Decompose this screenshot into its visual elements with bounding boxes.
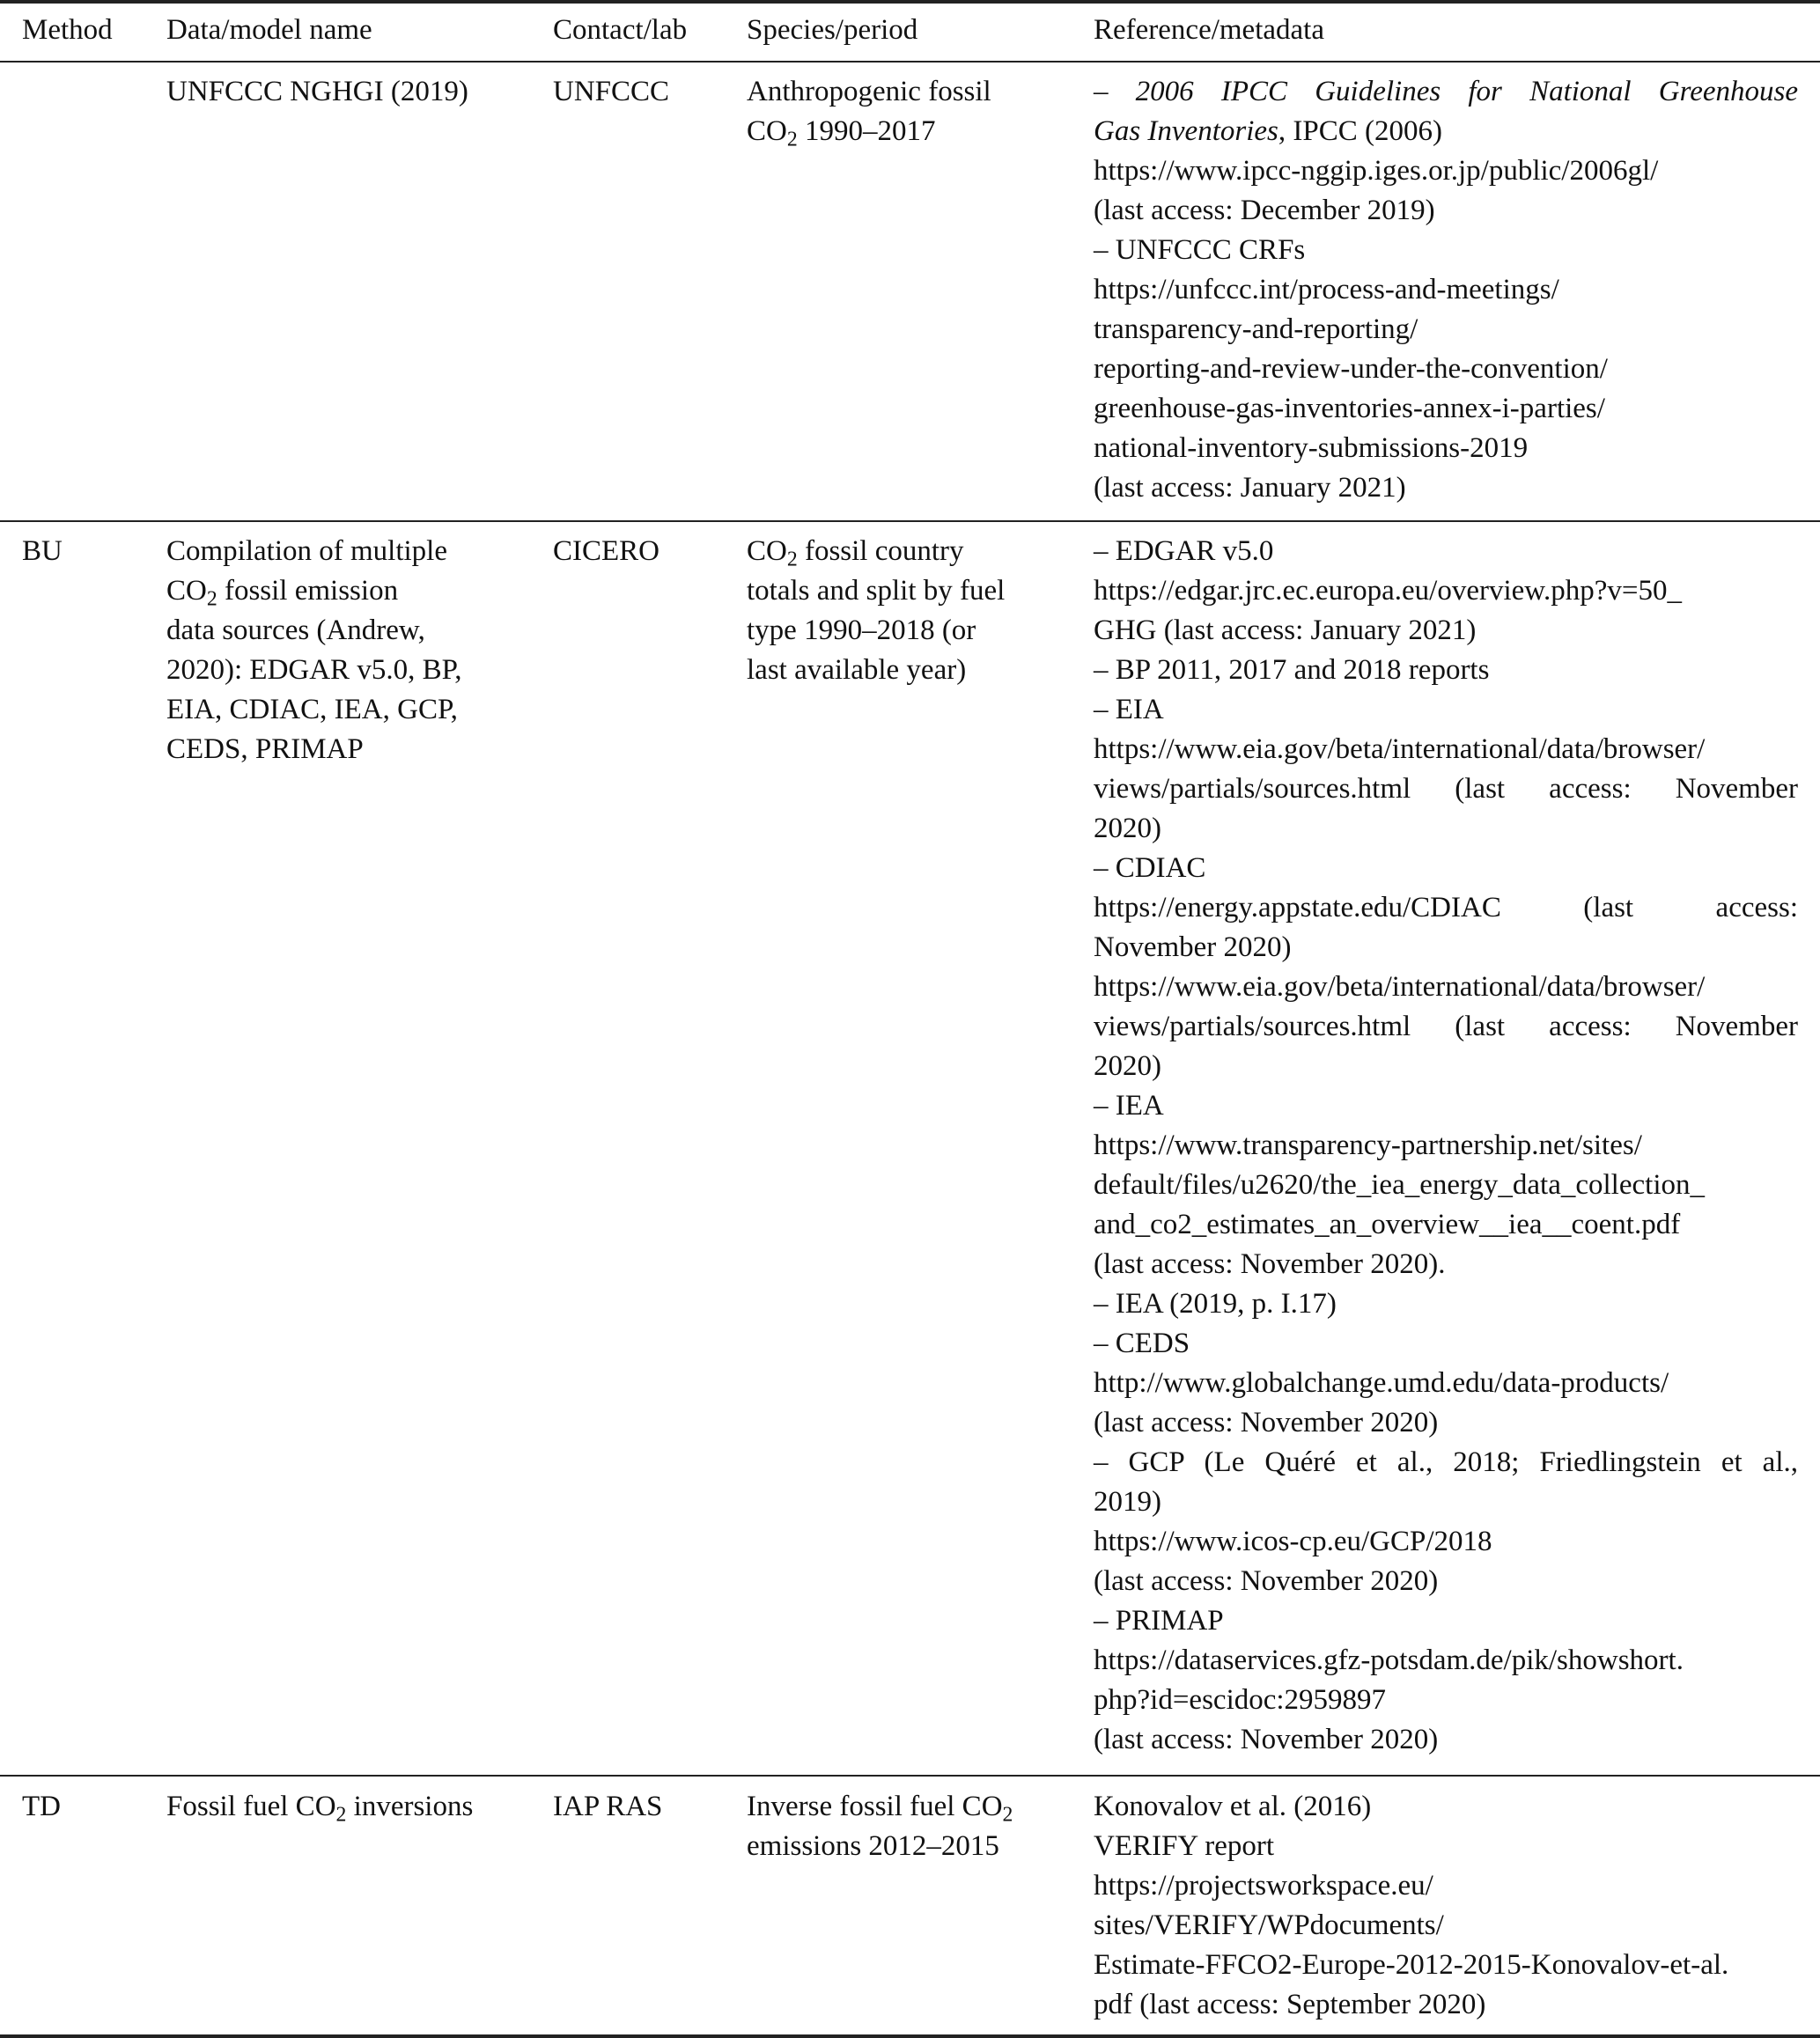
- reference-link[interactable]: sites/VERIFY/WPdocuments/: [1094, 1909, 1444, 1941]
- reference-link[interactable]: reporting-and-review-under-the-convention/: [1094, 353, 1608, 385]
- reference-link[interactable]: and_co2_estimates_an_overview__iea__coent.pdf: [1094, 1209, 1681, 1240]
- reference-line: (last access: November 2020): [1094, 1407, 1439, 1438]
- reference-link[interactable]: Estimate-FFCO2-Europe-2012-2015-Konovalov-et-al.: [1094, 1949, 1729, 1981]
- reference-link[interactable]: https://unfccc.int/process-and-meetings/: [1094, 274, 1559, 305]
- cell-text-line: totals and split by fuel: [747, 575, 1006, 607]
- reference-title-line: – 2006 IPCC Guidelines for National Greenhouse: [1094, 76, 1798, 107]
- reference-link[interactable]: https://www.eia.gov/beta/international/data/browser/: [1094, 733, 1706, 765]
- reference-line: November 2020): [1094, 931, 1292, 963]
- header-data-model-name: Data/model name: [166, 14, 372, 46]
- cell-text-line: UNFCCC NGHGI (2019): [166, 76, 468, 107]
- reference-line: – CEDS: [1094, 1328, 1190, 1359]
- reference-link[interactable]: GHG (last access: January 2021): [1094, 614, 1477, 646]
- subscript: 2: [206, 587, 217, 611]
- subscript: 2: [1002, 1803, 1013, 1827]
- reference-line: 2020): [1094, 813, 1161, 844]
- cell-text-line: [166, 571, 536, 611]
- reference-line: (last access: November 2020): [1094, 1724, 1439, 1755]
- cell-data-model-name: [166, 72, 536, 112]
- reference-link[interactable]: default/files/u2620/the_iea_energy_data_collection_: [1094, 1169, 1705, 1201]
- text-fragment: CO: [747, 115, 787, 147]
- reference-line: Konovalov et al. (2016): [1094, 1791, 1372, 1822]
- cell-data-model-name: [166, 532, 536, 769]
- text-fragment: inversions: [346, 1791, 474, 1822]
- table-header-rule: [0, 61, 1820, 63]
- reference-link[interactable]: php?id=escidoc:2959897: [1094, 1684, 1387, 1716]
- cell-contact-lab: IAP RAS: [553, 1791, 663, 1822]
- reference-line: (last access: January 2021): [1094, 472, 1406, 504]
- cell-text-line: 2020): EDGAR v5.0, BP,: [166, 654, 462, 686]
- reference-line: (last access: November 2020): [1094, 1565, 1439, 1597]
- reference-line: VERIFY report: [1094, 1830, 1274, 1862]
- subscript: 2: [786, 548, 798, 571]
- cell-text-line: [747, 1787, 1064, 1827]
- reference-link[interactable]: http://www.globalchange.umd.edu/data-products/: [1094, 1367, 1669, 1399]
- cell-species-period: [747, 72, 1064, 151]
- text-fragment: Gas Inventories: [1094, 115, 1278, 147]
- reference-link[interactable]: https://www.icos-cp.eu/GCP/2018: [1094, 1526, 1492, 1557]
- reference-link[interactable]: https://edgar.jrc.ec.europa.eu/overview.php?v=50_: [1094, 575, 1682, 607]
- header-species-period: Species/period: [747, 14, 918, 46]
- cell-text-line: data sources (Andrew,: [166, 614, 425, 646]
- cell-text-line: Anthropogenic fossil: [747, 76, 991, 107]
- cell-text-line: EIA, CDIAC, IEA, GCP,: [166, 694, 458, 725]
- text-fragment: CO: [166, 575, 207, 607]
- table-top-rule: [0, 0, 1820, 4]
- reference-line: – BP 2011, 2017 and 2018 reports: [1094, 654, 1490, 686]
- reference-link[interactable]: views/partials/sources.html (last access: November: [1094, 773, 1798, 805]
- subscript: 2: [335, 1803, 347, 1827]
- reference-line: – PRIMAP: [1094, 1605, 1224, 1637]
- header-contact-lab: Contact/lab: [553, 14, 688, 46]
- reference-line: – IEA: [1094, 1090, 1164, 1122]
- text-fragment: CO: [747, 535, 787, 567]
- cell-text-line: [747, 112, 1064, 151]
- reference-line: – EIA: [1094, 694, 1164, 725]
- reference-link[interactable]: transparency-and-reporting/: [1094, 313, 1418, 345]
- reference-link[interactable]: https://projectsworkspace.eu/: [1094, 1870, 1433, 1902]
- reference-title-line: [1094, 112, 1798, 151]
- header-reference-metadata: Reference/metadata: [1094, 14, 1324, 46]
- cell-reference-metadata: [1094, 532, 1798, 1760]
- text-fragment: Inverse fossil fuel CO: [747, 1791, 1003, 1822]
- reference-link[interactable]: greenhouse-gas-inventories-annex-i-parties/: [1094, 393, 1605, 424]
- cell-contact-lab: UNFCCC: [553, 76, 670, 107]
- reference-line: (last access: December 2019): [1094, 195, 1435, 226]
- text-fragment: 1990–2017: [797, 115, 936, 147]
- cell-text-line: emissions 2012–2015: [747, 1830, 999, 1862]
- cell-species-period: [747, 532, 1064, 690]
- cell-reference-metadata: [1094, 72, 1798, 508]
- cell-method: TD: [22, 1791, 61, 1822]
- reference-link[interactable]: national-inventory-submissions-2019: [1094, 432, 1529, 464]
- reference-link[interactable]: https://energy.appstate.edu/CDIAC (last access:: [1094, 892, 1798, 923]
- reference-line: 2019): [1094, 1486, 1161, 1518]
- reference-line: – UNFCCC CRFs: [1094, 234, 1306, 266]
- row-divider: [0, 1775, 1820, 1777]
- reference-line: – EDGAR v5.0: [1094, 535, 1274, 567]
- table-bottom-rule: [0, 2034, 1820, 2038]
- text-fragment: , IPCC (2006): [1278, 115, 1442, 147]
- reference-link[interactable]: https://www.ipcc-nggip.iges.or.jp/public/2006gl/: [1094, 155, 1659, 187]
- cell-species-period: [747, 1787, 1064, 1866]
- cell-method: BU: [22, 535, 63, 567]
- cell-text-line: last available year): [747, 654, 967, 686]
- reference-link[interactable]: views/partials/sources.html (last access: November: [1094, 1011, 1798, 1042]
- reference-link[interactable]: pdf (last access: September 2020): [1094, 1989, 1486, 2020]
- reference-link[interactable]: https://www.transparency-partnership.net/sites/: [1094, 1129, 1642, 1161]
- cell-text-line: [166, 1787, 536, 1827]
- subscript: 2: [786, 128, 798, 151]
- cell-text-line: CEDS, PRIMAP: [166, 733, 364, 765]
- reference-line: – IEA (2019, p. I.17): [1094, 1288, 1337, 1320]
- cell-text-line: [747, 532, 1064, 571]
- header-method: Method: [22, 14, 113, 46]
- reference-line: – CDIAC: [1094, 852, 1206, 884]
- cell-text-line: Compilation of multiple: [166, 535, 447, 567]
- reference-link[interactable]: https://www.eia.gov/beta/international/data/browser/: [1094, 971, 1706, 1003]
- cell-reference-metadata: [1094, 1787, 1798, 2025]
- row-divider: [0, 520, 1820, 522]
- reference-link[interactable]: https://dataservices.gfz-potsdam.de/pik/showshort.: [1094, 1644, 1684, 1676]
- cell-contact-lab: CICERO: [553, 535, 660, 567]
- cell-data-model-name: [166, 1787, 536, 1827]
- reference-line: – GCP (Le Quéré et al., 2018; Friedlingstein et al.,: [1094, 1446, 1798, 1478]
- reference-line: 2020): [1094, 1050, 1161, 1082]
- reference-line: (last access: November 2020).: [1094, 1248, 1446, 1280]
- text-fragment: fossil country: [797, 535, 964, 567]
- cell-text-line: type 1990–2018 (or: [747, 614, 976, 646]
- text-fragment: Fossil fuel CO: [166, 1791, 336, 1822]
- text-fragment: fossil emission: [217, 575, 399, 607]
